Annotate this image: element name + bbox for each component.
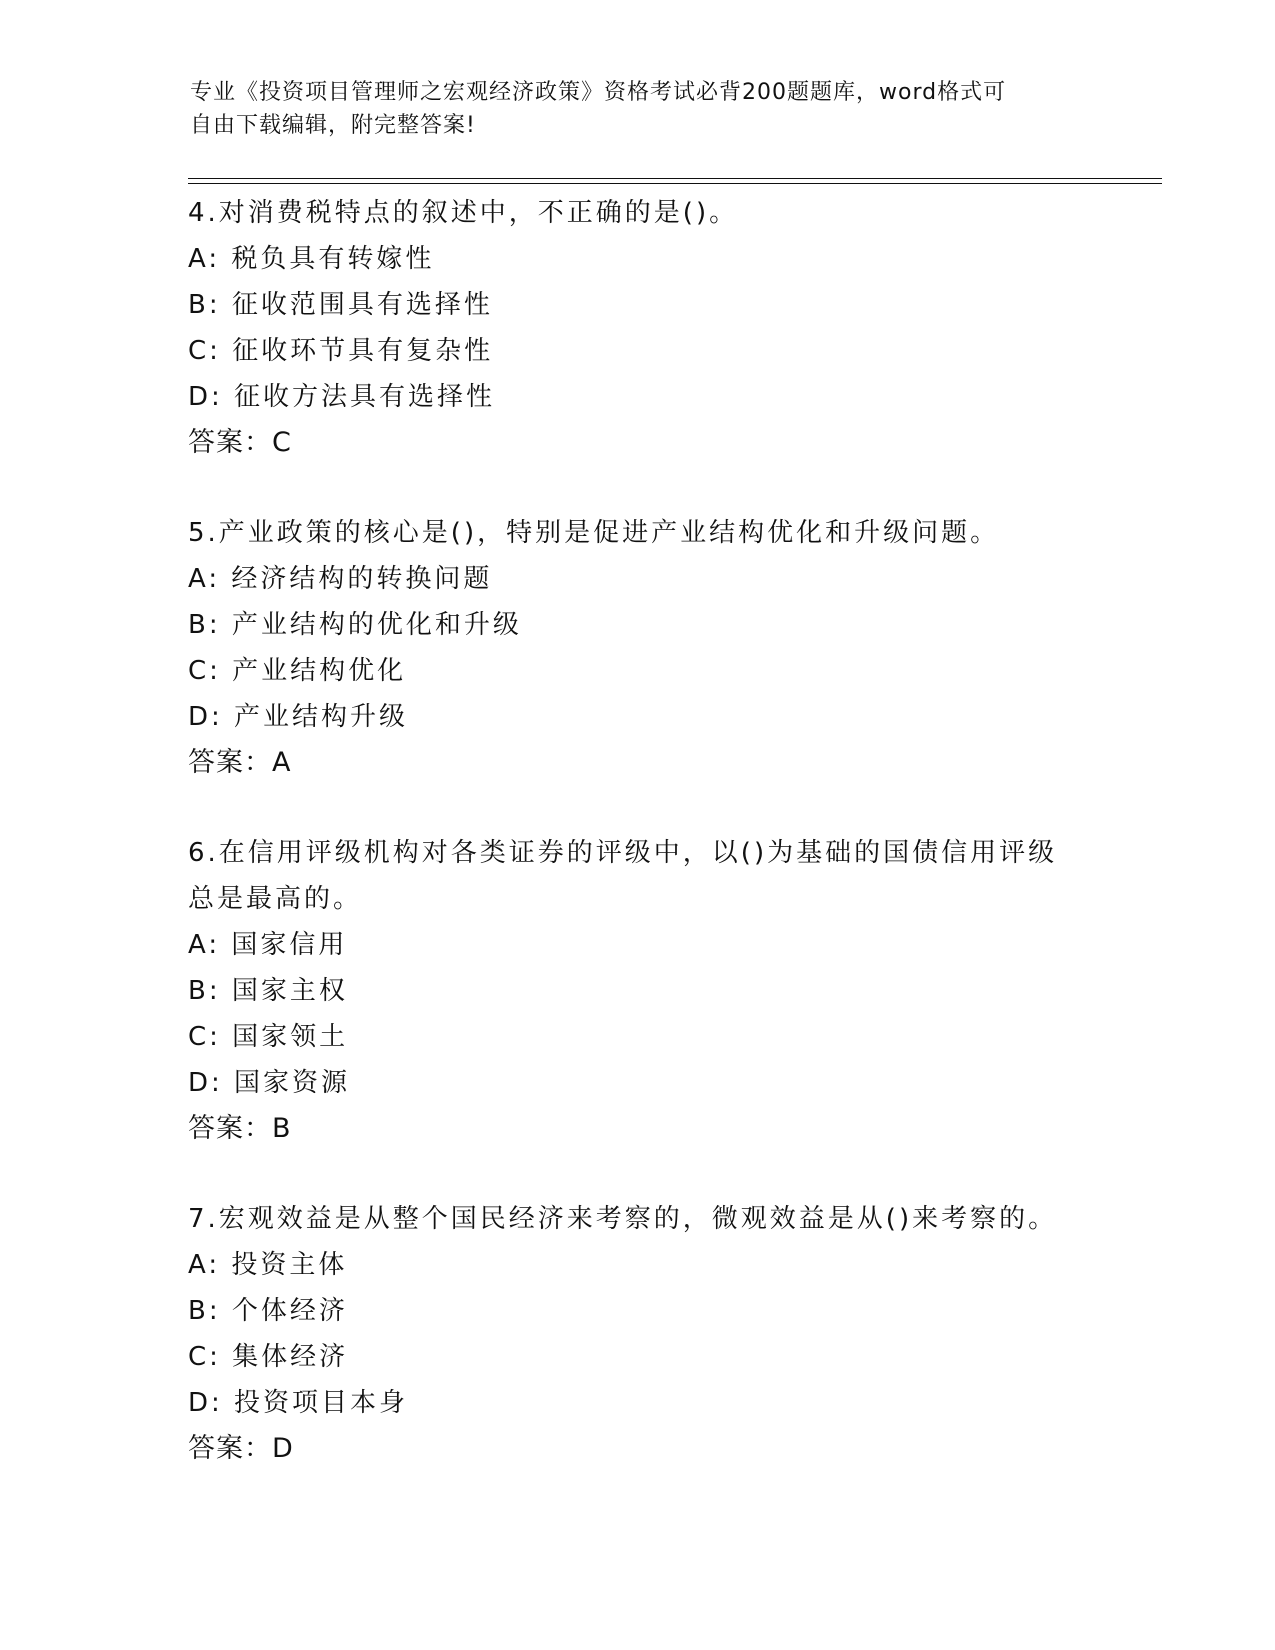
answer: 答案：D xyxy=(188,1433,294,1464)
header-rule-top xyxy=(188,178,1162,179)
question-stem: 7.宏观效益是从整个国民经济来考察的，微观效益是从()来考察的。 xyxy=(188,1204,1058,1234)
question-stem-line-2: 总是最高的。 xyxy=(188,884,363,914)
question-stem: 5.产业政策的核心是()，特别是促进产业结构优化和升级问题。 xyxy=(188,518,1000,548)
header-line-2: 自由下载编辑，附完整答案! xyxy=(190,113,476,138)
option-b: B: 国家主权 xyxy=(188,976,348,1006)
document-header xyxy=(190,76,1090,142)
question-stem-line-1: 6.在信用评级机构对各类证券的评级中，以()为基础的国债信用评级 xyxy=(188,838,1058,868)
header-rule-bottom xyxy=(188,183,1162,184)
question-6 xyxy=(188,830,1088,1152)
option-a: A: 经济结构的转换问题 xyxy=(188,564,493,594)
option-c: C: 征收环节具有复杂性 xyxy=(188,336,494,366)
option-b: B: 产业结构的优化和升级 xyxy=(188,610,522,640)
spacer xyxy=(188,786,1088,830)
question-stem: 4.对消费税特点的叙述中，不正确的是()。 xyxy=(188,198,739,228)
question-4 xyxy=(188,190,1088,466)
spacer xyxy=(188,1152,1088,1196)
option-c: C: 集体经济 xyxy=(188,1342,349,1372)
option-b: B: 个体经济 xyxy=(188,1296,348,1326)
option-a: A: 税负具有转嫁性 xyxy=(188,244,435,274)
question-7 xyxy=(188,1196,1088,1472)
answer: 答案：B xyxy=(188,1113,292,1144)
answer: 答案：A xyxy=(188,747,292,778)
option-d: D: 征收方法具有选择性 xyxy=(188,382,496,412)
option-d: D: 投资项目本身 xyxy=(188,1388,409,1418)
question-5 xyxy=(188,510,1088,786)
spacer xyxy=(188,466,1088,510)
option-d: D: 国家资源 xyxy=(188,1068,351,1098)
question-list xyxy=(188,190,1088,1472)
option-b: B: 征收范围具有选择性 xyxy=(188,290,493,320)
answer: 答案：C xyxy=(188,427,292,458)
header-line-1: 专业《投资项目管理师之宏观经济政策》资格考试必背200题题库，word格式可 xyxy=(190,80,1007,105)
option-c: C: 国家领土 xyxy=(188,1022,349,1052)
option-a: A: 投资主体 xyxy=(188,1250,348,1280)
option-c: C: 产业结构优化 xyxy=(188,656,407,686)
option-a: A: 国家信用 xyxy=(188,930,348,960)
option-d: D: 产业结构升级 xyxy=(188,702,409,732)
